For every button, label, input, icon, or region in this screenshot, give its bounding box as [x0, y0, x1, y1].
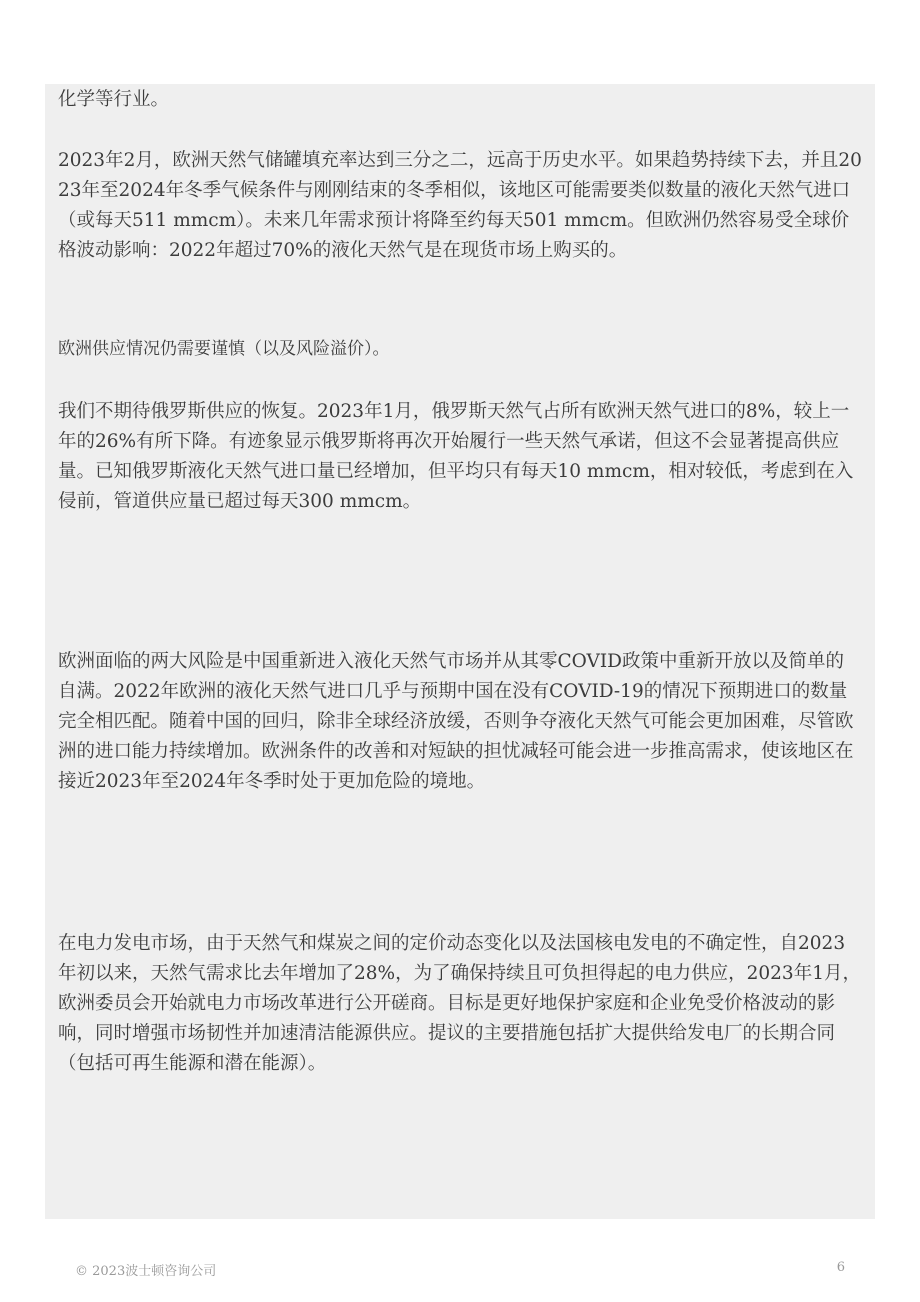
- paragraph-two-risks: 欧洲面临的两大风险是中国重新进入液化天然气市场并从其零COVID政策中重新开放以及简单的自满。2022年欧洲的液化天然气进口几乎与预期中国在没有COVID-19的情况下预期进口的数量完全相匹配。随着中国的回归，除非全球经济放缓，否则争夺液化天然气可能会更加困难，尽管欧洲的进口能力持续增加。欧洲条件的改善和对短缺的担忧减轻可能会进一步推高需求，使该地区在接近2023年至2024年冬季时处于更加危险的境地。: [58, 651, 854, 792]
- paragraph-intro-fragment: 化学等行业。: [58, 89, 170, 110]
- paragraph-supply-caution: 欧洲供应情况仍需要谨慎（以及风险溢价）。: [58, 339, 390, 359]
- paragraph-russia-supply: 我们不期待俄罗斯供应的恢复。2023年1月，俄罗斯天然气占所有欧洲天然气进口的8%，较上一年的26%有所下降。有迹象显示俄罗斯将再次开始履行一些天然气承诺，但这不会显著提高供应量。已知俄罗斯液化天然气进口量已经增加，但平均只有每天10 mmcm，相对较低，考虑到在入侵前，管道供应量已超过每天300 mmcm。: [58, 401, 854, 512]
- footer-copyright: © 2023波士顿咨询公司: [75, 1264, 217, 1279]
- paragraph-power-market: 在电力发电市场，由于天然气和煤炭之间的定价动态变化以及法国核电发电的不确定性，自2023年初以来，天然气需求比去年增加了28%，为了确保持续且可负担得起的电力供应，2023年1月，欧洲委员会开始就电力市场改革进行公开磋商。目标是更好地保护家庭和企业免受价格波动的影响，同时增强市场韧性并加速清洁能源供应。提议的主要措施包括扩大提供给发电厂的长期合同（包括可再生能源和潜在能源）。: [58, 933, 861, 1074]
- paragraph-storage-levels: 2023年2月，欧洲天然气储罐填充率达到三分之二，远高于历史水平。如果趋势持续下去，并且2023年至2024年冬季气候条件与刚刚结束的冬季相似，该地区可能需要类似数量的液化天然气进口（或每天511 mmcm）。未来几年需求预计将降至约每天501 mmcm。但欧洲仍然容易受全球价格波动影响：2022年超过70%的液化天然气是在现货市场上购买的。: [58, 150, 862, 261]
- footer-page-number: 6: [836, 1260, 845, 1275]
